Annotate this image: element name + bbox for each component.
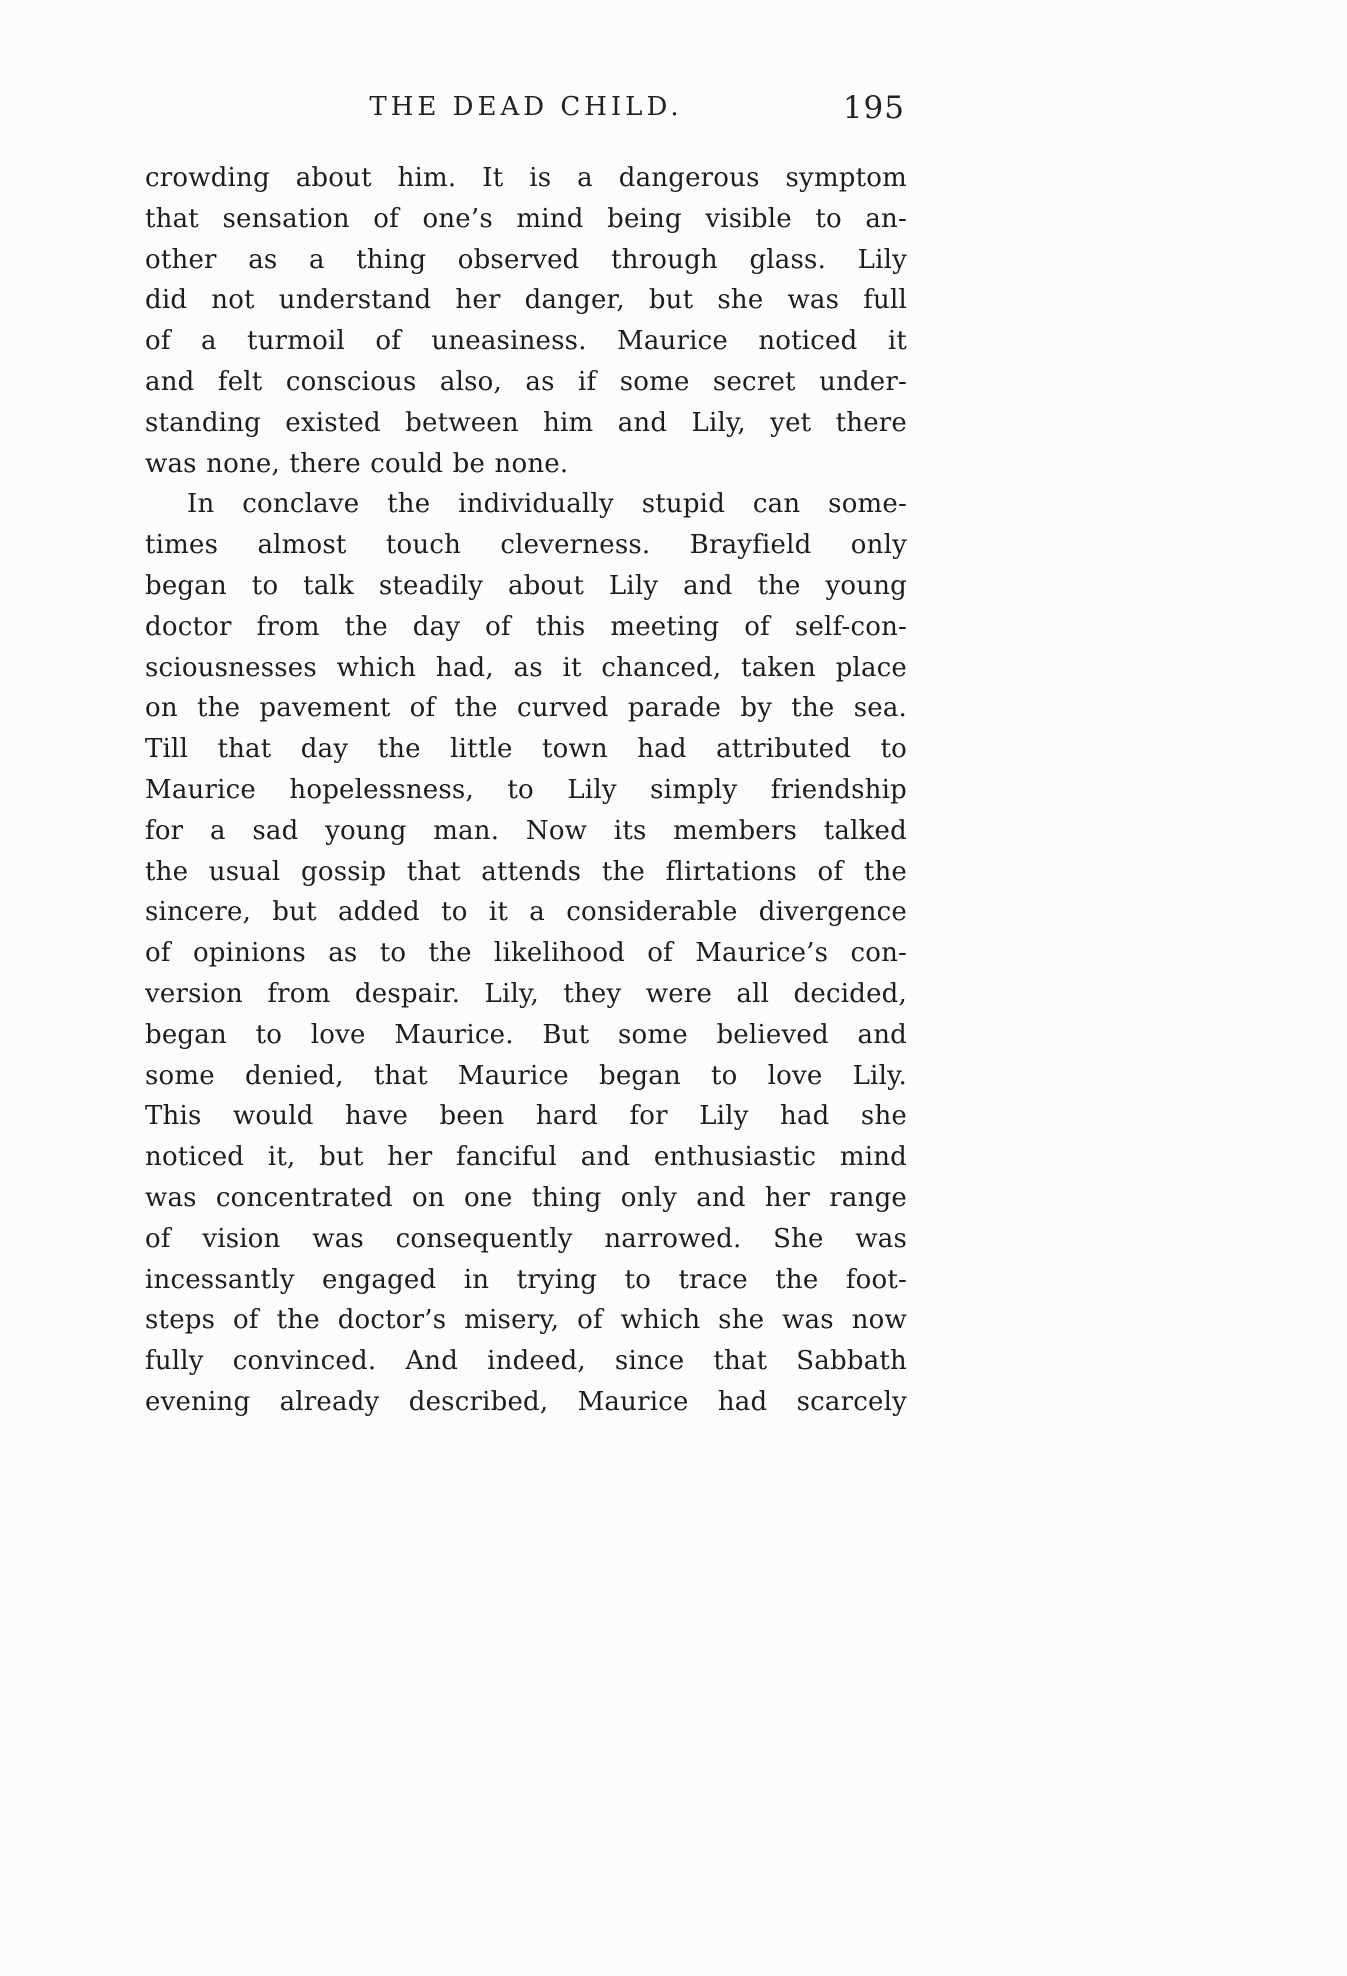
text-line: was concentrated on one thing only and her range xyxy=(145,1182,907,1213)
text-line: for a sad young man. Now its members talked xyxy=(145,815,907,846)
text-line: that sensation of one’s mind being visible to an- xyxy=(145,203,907,234)
body-text xyxy=(145,158,907,1423)
text-line: sincere, but added to it a considerable divergence xyxy=(145,897,907,928)
text-line: fully convinced. And indeed, since that Sabbath xyxy=(145,1346,907,1377)
text-line: sciousnesses which had, as it chanced, taken place xyxy=(145,652,907,683)
page-number: 195 xyxy=(842,90,905,126)
text-line: Maurice hopelessness, to Lily simply friendship xyxy=(145,774,907,805)
text-line: Till that day the little town had attributed to xyxy=(145,734,907,765)
text-line: of vision was consequently narrowed. She was xyxy=(145,1223,907,1254)
text-line: of opinions as to the likelihood of Maurice’s con- xyxy=(145,938,907,969)
paragraph xyxy=(145,158,907,484)
text-line: on the pavement of the curved parade by the sea. xyxy=(145,693,907,724)
text-line: evening already described, Maurice had scarcely xyxy=(145,1386,907,1417)
text-block xyxy=(145,90,907,1423)
text-line: times almost touch cleverness. Brayfield only xyxy=(145,530,907,561)
text-line: version from despair. Lily, they were all decided, xyxy=(145,978,907,1009)
text-line: steps of the doctor’s misery, of which she was now xyxy=(145,1305,907,1336)
text-line: of a turmoil of uneasiness. Maurice noticed it xyxy=(145,326,907,357)
text-line: the usual gossip that attends the flirtations of the xyxy=(145,856,907,887)
text-line: began to love Maurice. But some believed and xyxy=(145,1019,907,1050)
text-line: crowding about him. It is a dangerous symptom xyxy=(145,163,907,193)
running-head xyxy=(145,90,907,132)
text-line: standing existed between him and Lily, yet there xyxy=(145,407,907,438)
text-line: noticed it, but her fanciful and enthusiastic mind xyxy=(145,1142,907,1173)
text-line: began to talk steadily about Lily and the young xyxy=(145,570,907,601)
text-line: incessantly engaged in trying to trace the foot- xyxy=(145,1264,907,1295)
text-line: doctor from the day of this meeting of self-con- xyxy=(145,611,907,642)
text-line: was none, there could be none. xyxy=(145,448,569,479)
text-line: some denied, that Maurice began to love Lily. xyxy=(145,1060,907,1091)
text-line: did not understand her danger, but she was full xyxy=(145,285,907,316)
running-title: THE DEAD CHILD. xyxy=(369,92,683,122)
text-line: and felt conscious also, as if some secret under- xyxy=(145,366,907,397)
text-line: other as a thing observed through glass. Lily xyxy=(145,244,907,275)
text-line: In conclave the individually stupid can some- xyxy=(187,489,907,520)
text-line: This would have been hard for Lily had she xyxy=(145,1101,907,1132)
paragraph xyxy=(145,484,907,1422)
